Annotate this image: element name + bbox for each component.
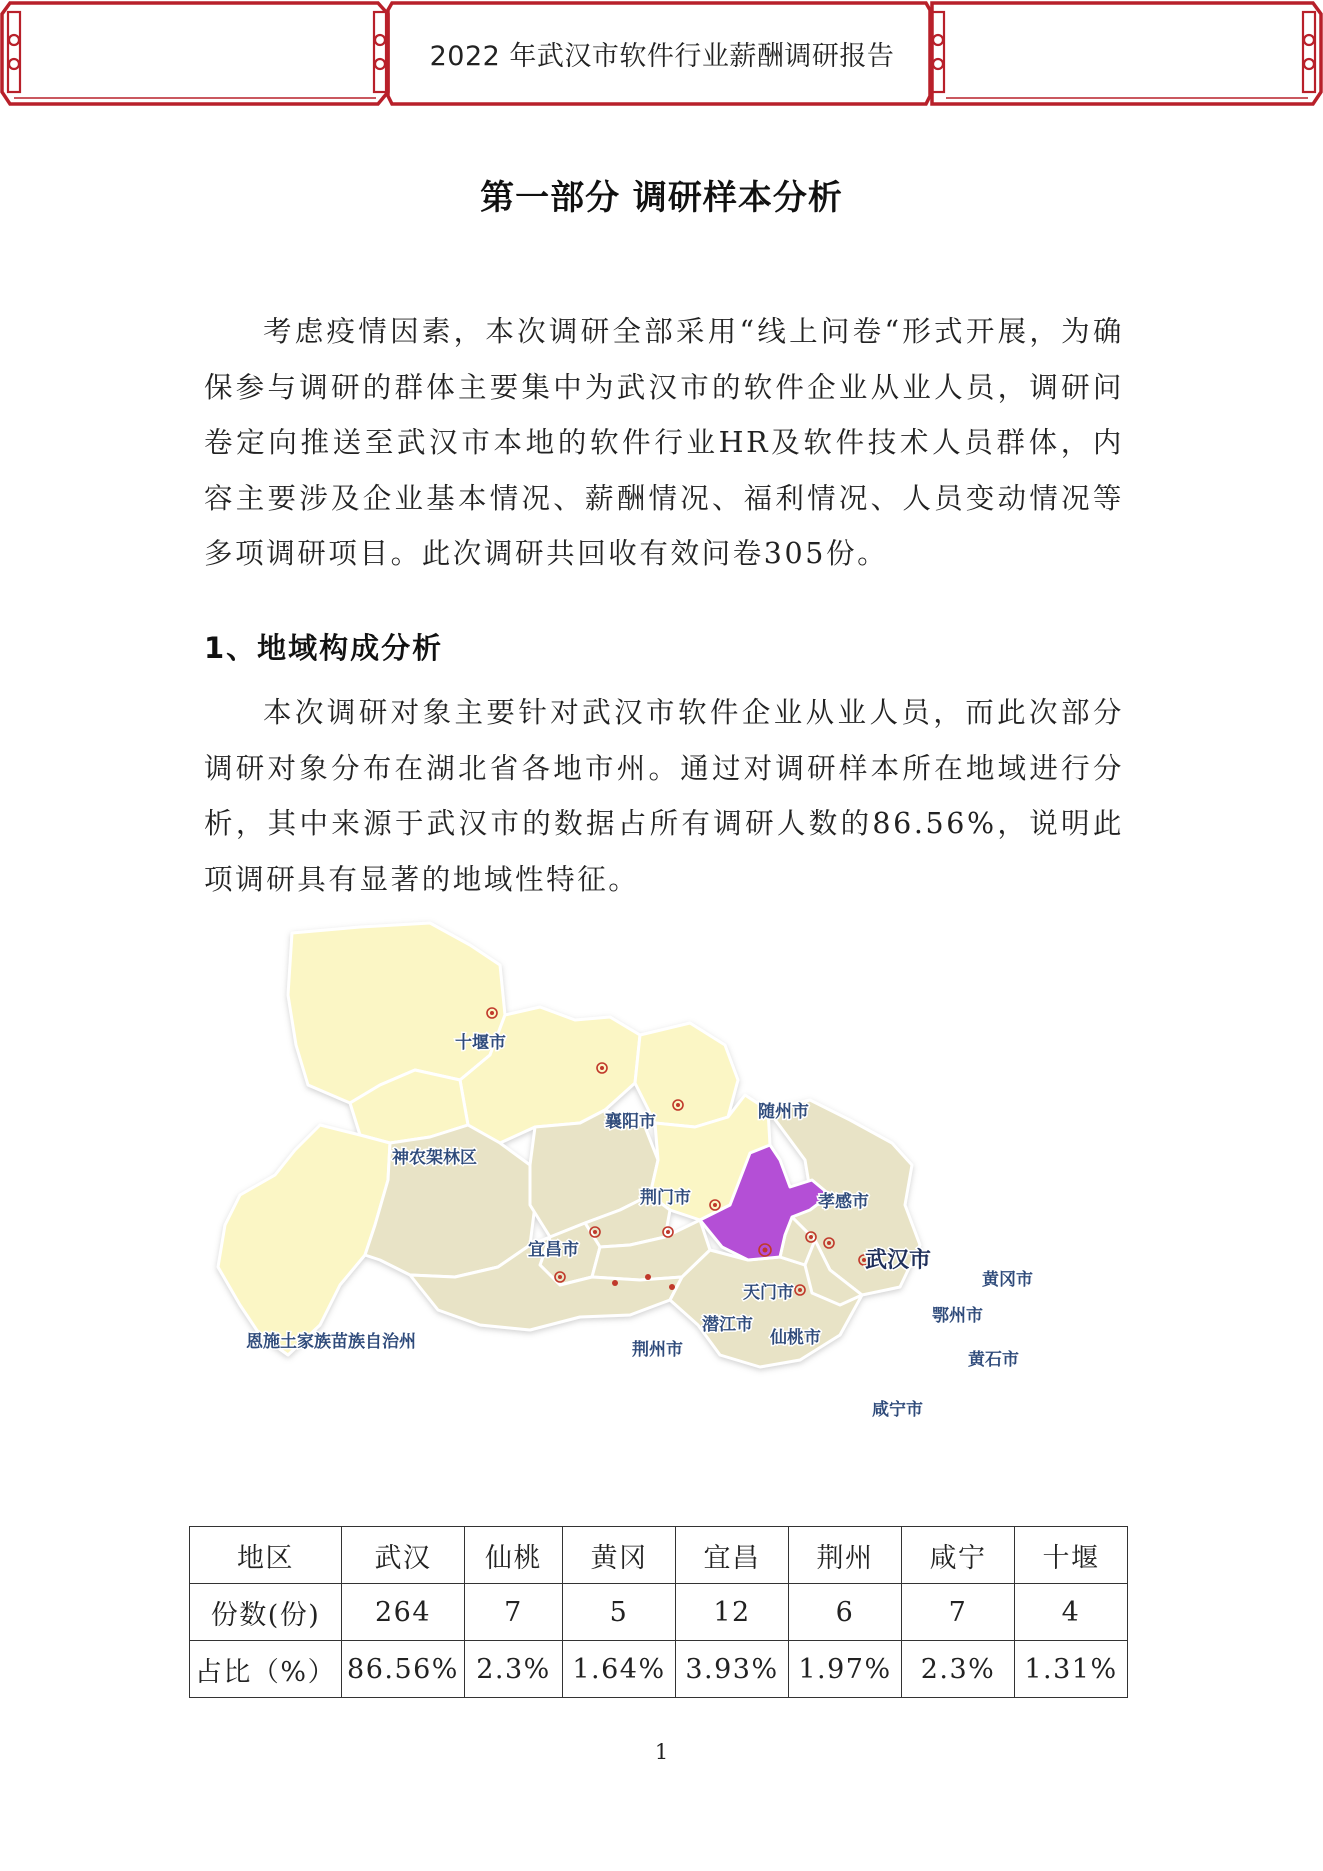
- report-title: 2022 年武汉市软件行业薪酬调研报告: [429, 41, 895, 72]
- table-header-row: [190, 1527, 1128, 1584]
- header-banner: [0, 0, 1323, 110]
- table-cell: 宜昌: [676, 1527, 789, 1584]
- table-row-label: 地区: [190, 1527, 342, 1584]
- label-ezhou: 鄂州市: [932, 1306, 983, 1326]
- table-row-share: [190, 1641, 1128, 1698]
- table-cell: 12: [676, 1584, 789, 1641]
- table-row-count: [190, 1584, 1128, 1641]
- table-cell: 2.3%: [465, 1641, 563, 1698]
- section-heading: 1、地域构成分析: [204, 631, 444, 665]
- table-cell: 荆州: [789, 1527, 902, 1584]
- table-row-label: 份数(份): [190, 1584, 342, 1641]
- label-jingzhou: 荆州市: [632, 1340, 683, 1360]
- table-cell: 1.64%: [563, 1641, 676, 1698]
- table-cell: 2.3%: [902, 1641, 1015, 1698]
- table-cell: 1.31%: [1015, 1641, 1128, 1698]
- label-suizhou: 随州市: [758, 1102, 809, 1122]
- label-xianning: 咸宁市: [872, 1400, 923, 1420]
- label-xiantao: 仙桃市: [770, 1328, 821, 1348]
- table-cell: 6: [789, 1584, 902, 1641]
- table-cell: 264: [342, 1584, 465, 1641]
- label-qianjiang: 潜江市: [702, 1315, 753, 1335]
- region-enshi: [218, 1125, 390, 1355]
- label-shiyan: 十堰市: [455, 1033, 506, 1053]
- table-cell: 5: [563, 1584, 676, 1641]
- label-xiangyang: 襄阳市: [605, 1112, 656, 1132]
- table-cell: 咸宁: [902, 1527, 1015, 1584]
- part-title: 第一部分 调研样本分析: [480, 178, 843, 218]
- intro-paragraph: 考虑疫情因素，本次调研全部采用“线上问卷“形式开展，为确保参与调研的群体主要集中为武汉市的软件企业从业人员，调研问卷定向推送至武汉市本地的软件行业HR及软件技术人员群体，内容主要涉及企业基本情况、薪酬情况、福利情况、人员变动情况等多项调研项目。此次调研共回收有效问卷305份。: [204, 315, 1124, 570]
- hubei-map-svg: [200, 905, 1130, 1515]
- table-cell: 黄冈: [563, 1527, 676, 1584]
- table-cell: 3.93%: [676, 1641, 789, 1698]
- label-huangshi: 黄石市: [968, 1350, 1019, 1370]
- section-paragraph: 本次调研对象主要针对武汉市软件企业从业人员，而此次部分调研对象分布在湖北省各地市州。通过对调研样本所在地域进行分析，其中来源于武汉市的数据占所有调研人数的86.56%，说明此项调研具有显著的地域性特征。: [204, 696, 1124, 896]
- table-cell: 4: [1015, 1584, 1128, 1641]
- label-enshi: 恩施土家族苗族自治州: [246, 1332, 416, 1352]
- table-cell: 7: [902, 1584, 1015, 1641]
- page-number: 1: [654, 1740, 669, 1764]
- table-cell: 武汉: [342, 1527, 465, 1584]
- table-cell: 仙桃: [465, 1527, 563, 1584]
- hubei-map: [200, 905, 1130, 1515]
- table-cell: 1.97%: [789, 1641, 902, 1698]
- label-xiaogan: 孝感市: [818, 1192, 869, 1212]
- table-cell: 86.56%: [342, 1641, 465, 1698]
- label-jingmen: 荆门市: [640, 1188, 691, 1208]
- label-tianmen: 天门市: [743, 1283, 794, 1303]
- label-huanggang: 黄冈市: [982, 1270, 1033, 1290]
- table-row-label: 占比（%）: [190, 1641, 342, 1698]
- region-stats-table: [189, 1526, 1128, 1698]
- label-yichang: 宜昌市: [528, 1240, 579, 1260]
- table-cell: 十堰: [1015, 1527, 1128, 1584]
- label-wuhan: 武汉市: [865, 1248, 932, 1273]
- label-shennongjia: 神农架林区: [392, 1148, 477, 1168]
- table-cell: 7: [465, 1584, 563, 1641]
